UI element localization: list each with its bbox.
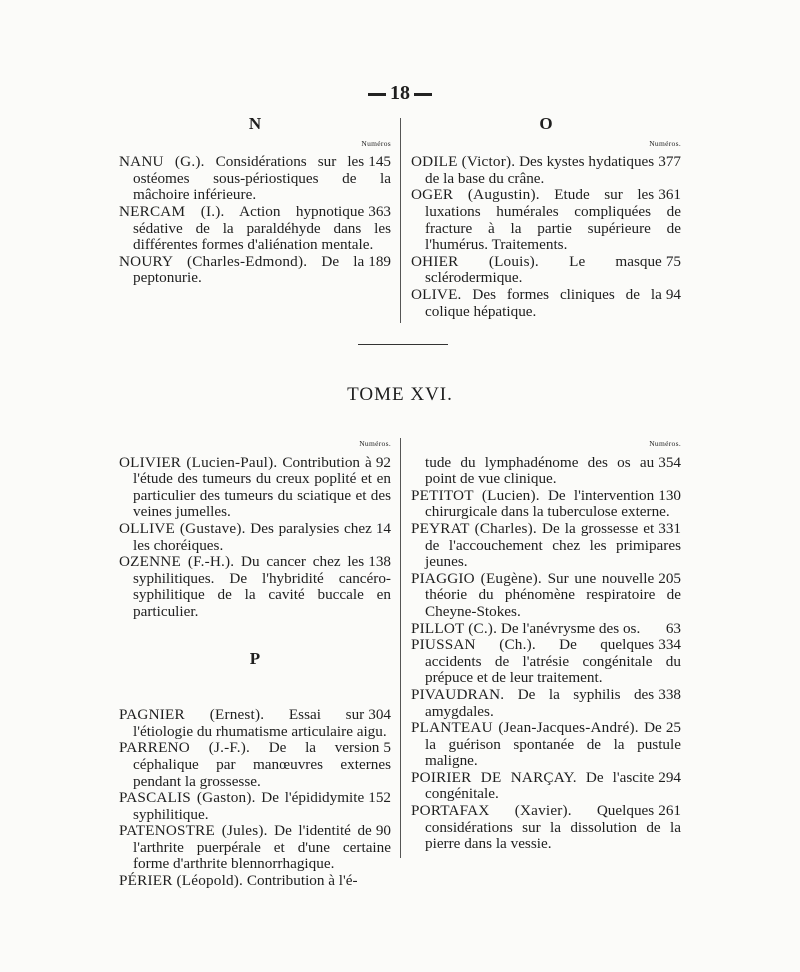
entry-title: Contribution à l'étude des tumeurs du creux poplité et en particulier des tumeurs du sciatique et des veines jumelles. — [133, 453, 391, 521]
entry-author: PÉRIER (Léopold). — [119, 872, 244, 890]
entry-number: 94 — [665, 285, 681, 303]
index-entry — [411, 287, 681, 320]
entry-number: 5 — [383, 739, 391, 757]
index-entry — [119, 455, 391, 521]
entry-number: 152 — [368, 789, 391, 807]
index-entry — [119, 790, 391, 823]
entry-author: OLIVE. — [411, 285, 462, 303]
entry-title: Etude sur les luxations humérales compliquées de fracture à la partie supérieure de l'humérus. Traitements. — [425, 186, 681, 254]
entry-number: 92 — [375, 453, 391, 471]
section-n — [119, 116, 391, 287]
entry-number: 334 — [658, 636, 681, 654]
entry-author: OLLIVE (Gustave). — [119, 519, 246, 537]
index-entry — [119, 740, 391, 790]
numeros-label: Numéros. — [649, 439, 681, 448]
entry-author: PILLOT (C.). — [411, 619, 498, 637]
index-entry — [119, 823, 391, 873]
entry-list-o — [411, 154, 681, 320]
entry-list-p — [119, 707, 391, 890]
index-entry — [411, 154, 681, 187]
entry-title: Des kystes hydatiques de la base du crâne. — [425, 153, 655, 187]
entry-author: PORTAFAX (Xavier). — [411, 802, 572, 820]
entry-title: Action hypnotique sédative de la paraldéhyde dans les différentes formes d'aliénation mentale. — [133, 202, 391, 254]
entry-title: De l'intervention chirurgicale dans la tuberculose externe. — [425, 486, 670, 521]
entry-author: PATENOSTRE (Jules). — [119, 822, 268, 840]
numeros-label: Numéros. — [359, 439, 391, 448]
entry-author: PARRENO (J.-F.). — [119, 739, 251, 757]
entry-author: POIRIER DE NARÇAY. — [411, 768, 577, 786]
entry-author: OHIER (Louis). — [411, 252, 539, 270]
entry-author: PEYRAT (Charles). — [411, 519, 537, 537]
index-entry — [119, 521, 391, 554]
letter-heading-o: O — [539, 114, 553, 133]
entry-number: 294 — [658, 768, 681, 786]
entry-number: 363 — [368, 202, 391, 220]
entry-number: 90 — [375, 822, 391, 840]
index-entry — [119, 254, 391, 287]
entry-number: 361 — [658, 186, 681, 204]
entry-number: 304 — [368, 706, 391, 724]
index-entry — [119, 707, 391, 740]
entry-author: OLIVIER (Lucien-Paul). — [119, 453, 278, 471]
entry-title: Des paralysies chez les choréiques. — [133, 519, 372, 554]
index-entry — [411, 488, 681, 521]
entry-author: PIVAUDRAN. — [411, 685, 505, 703]
tome-title: TOME XVI. — [347, 384, 453, 405]
entry-author: PETITOT (Lucien). — [411, 486, 540, 504]
index-entry — [411, 521, 681, 571]
entry-text: tude du lymphadénome des os au point de vue clinique. — [425, 453, 655, 488]
tome-right-column — [411, 436, 681, 853]
entry-title: De l'anévrysme des os. — [497, 619, 641, 637]
entry-author: PLANTEAU (Jean-Jacques-André). — [411, 719, 639, 737]
entry-number: 75 — [665, 252, 681, 270]
entry-number: 145 — [368, 153, 391, 171]
index-entry — [411, 621, 681, 638]
entry-number: 14 — [375, 519, 391, 537]
entry-title: De la version céphalique par manœuvres externes pendant la grossesse. — [133, 739, 391, 790]
entry-number: 261 — [658, 802, 681, 820]
entry-title: Contribution à l'é- — [243, 872, 358, 890]
entry-author: NOURY (Charles-Edmond). — [119, 252, 308, 270]
page-number — [0, 82, 800, 105]
entry-number: 338 — [658, 685, 681, 703]
index-entry — [411, 571, 681, 621]
entry-title: De l'identité de l'arthrite puerpérale et d'une certaine forme d'arthrite blennorrhagique. — [133, 822, 391, 873]
index-entry — [411, 687, 681, 720]
entry-title: De quelques accidents de l'atrésie congénitale du prépuce et de leur traitement. — [425, 636, 681, 687]
entry-number: 331 — [658, 519, 681, 537]
entry-number: 25 — [665, 719, 681, 737]
entry-author: PASCALIS (Gaston). — [119, 789, 256, 807]
entry-title: De la peptonurie. — [133, 252, 365, 287]
entry-number: 354 — [658, 453, 681, 471]
entry-author: NERCAM (I.). — [119, 202, 225, 220]
entry-list-tome-left — [119, 455, 391, 621]
page-number-value: 18 — [390, 82, 410, 104]
entry-title: De l'ascite congénitale. — [425, 768, 655, 803]
index-entry — [119, 204, 391, 254]
column-divider-top — [400, 118, 401, 323]
index-entry — [411, 187, 681, 253]
entry-author: NANU (G.). — [119, 153, 205, 171]
entry-author: PIAGGIO (Eugène). — [411, 569, 542, 587]
entry-list-tome-right — [411, 488, 681, 853]
numeros-label: Numéros — [361, 138, 391, 148]
entry-title: De l'épididymite syphilitique. — [133, 789, 365, 823]
entry-title: Des formes cliniques de la colique hépatique. — [425, 285, 662, 320]
index-entry — [119, 873, 391, 890]
entry-number: 377 — [658, 153, 681, 171]
ornament-dash-right — [414, 93, 432, 96]
entry-number: 130 — [658, 486, 681, 504]
entry-author: ODILE (Victor). — [411, 153, 516, 171]
column-divider-bottom — [400, 438, 401, 858]
entry-author: OZENNE (F.-H.). — [119, 553, 235, 571]
letter-heading-p: P — [249, 648, 261, 668]
tome-left-column — [119, 436, 391, 890]
entry-author: PIUSSAN (Ch.). — [411, 636, 536, 654]
index-entry — [411, 770, 681, 803]
entry-number: 63 — [665, 619, 681, 637]
index-entry — [411, 803, 681, 853]
entry-title: De la guérison spontanée de la pustule maligne. — [425, 719, 681, 770]
entry-title: Le masque sclérodermique. — [425, 252, 662, 287]
section-rule — [358, 344, 448, 345]
entry-list-n — [119, 154, 391, 287]
entry-number: 205 — [658, 569, 681, 587]
entry-title: Quelques considérations sur la dissolution de la pierre dans la vessie. — [425, 802, 681, 853]
entry-title: Sur une nouvelle théorie du phénomène respiratoire de Cheyne-Stokes. — [425, 569, 681, 620]
index-entry — [411, 254, 681, 287]
continuation-entry — [411, 455, 681, 488]
entry-number: 138 — [368, 553, 391, 571]
entry-author: PAGNIER (Ernest). — [119, 706, 265, 724]
index-entry — [119, 554, 391, 620]
index-entry — [411, 720, 681, 770]
entry-title: De la grossesse et de l'accouchement chez les primipares jeunes. — [425, 519, 681, 571]
entry-number: 189 — [368, 252, 391, 270]
numeros-label: Numéros. — [649, 138, 681, 148]
entry-author: OGER (Augustin). — [411, 186, 540, 204]
entry-title: De la syphilis des amygdales. — [425, 685, 655, 720]
ornament-dash-left — [368, 93, 386, 96]
entry-title: Essai sur l'étiologie du rhumatisme articulaire aigu. — [133, 706, 387, 740]
entry-title: Considérations sur les ostéomes sous-périostiques de la mâchoire inférieure. — [133, 153, 391, 204]
index-entry — [411, 637, 681, 687]
index-entry — [119, 154, 391, 204]
section-o — [411, 116, 681, 320]
entry-title: Du cancer chez les syphilitiques. De l'hybridité cancéro-syphilitique de la cavité buccale en particulier. — [133, 553, 391, 620]
letter-heading-n: N — [248, 114, 262, 133]
